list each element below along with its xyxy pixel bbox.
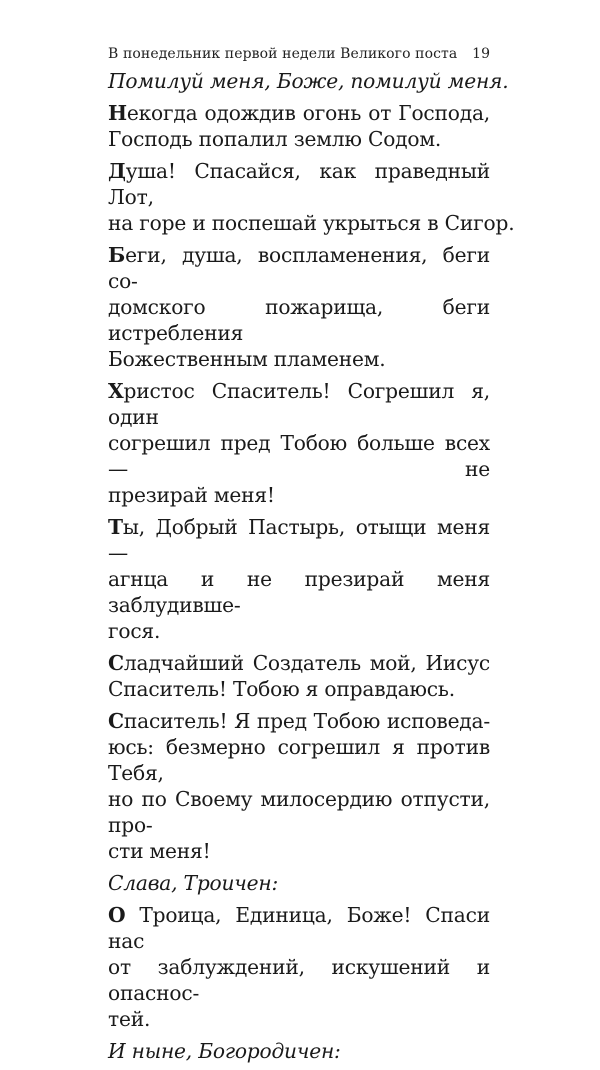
line-text: паситель! Я пред Тобою исповеда-	[123, 709, 490, 733]
troparion-paragraph	[108, 708, 490, 864]
line-text: И ныне, Богородичен:	[108, 1039, 341, 1063]
text-line	[108, 676, 490, 702]
troparion-paragraph	[108, 100, 490, 152]
line-text: от заблуждений, искушений и опаснос-	[108, 955, 490, 1005]
text-line	[108, 514, 490, 566]
text-line	[108, 1006, 490, 1032]
line-text: ристос Спаситель! Согрешил я, один	[108, 379, 490, 429]
troparion-paragraph	[108, 158, 515, 236]
line-text: агнца и не презирай меня заблудивше-	[108, 567, 490, 617]
line-text: Троица, Единица, Боже! Спаси нас	[108, 903, 490, 953]
text-line	[108, 902, 490, 954]
running-header	[108, 46, 490, 62]
initial-letter: Б	[108, 243, 126, 267]
text-line	[108, 618, 490, 644]
initial-letter: С	[108, 709, 124, 733]
text-line	[108, 346, 490, 372]
line-text: но по Своему милосердию отпусти, про-	[108, 787, 490, 837]
line-text: ладчайший Создатель мой, Иисус	[123, 651, 490, 675]
line-text: согрешил пред Тобою больше всех — не	[108, 431, 490, 481]
text-line	[108, 242, 490, 294]
initial-letter: Т	[108, 515, 123, 539]
text-line	[108, 430, 490, 482]
rubric	[108, 870, 490, 896]
page-number: 19	[472, 46, 490, 62]
text-line	[108, 1038, 490, 1064]
initial-letter: С	[108, 651, 124, 675]
text-line	[108, 294, 490, 346]
troparion-paragraph	[108, 378, 490, 508]
troparion-paragraph	[108, 514, 490, 644]
line-text: еги, душа, воспламенения, беги со-	[108, 243, 490, 293]
line-text: Слава, Троичен:	[108, 871, 279, 895]
line-text: Господь попалил землю Содом.	[108, 127, 442, 151]
line-text: презирай меня!	[108, 483, 275, 507]
prayer-text	[108, 68, 515, 1064]
text-line	[108, 708, 490, 734]
troparion-paragraph	[108, 242, 490, 372]
text-line	[108, 786, 490, 838]
text-line	[108, 566, 490, 618]
rubric	[108, 1038, 490, 1064]
initial-letter: Х	[108, 379, 124, 403]
initial-letter: О	[108, 903, 126, 927]
line-text: Помилуй меня, Боже, помилуй меня.	[108, 69, 509, 93]
text-line	[108, 650, 490, 676]
troparion-paragraph	[108, 902, 490, 1032]
text-line	[108, 126, 490, 152]
troparion-paragraph	[108, 650, 490, 702]
line-text: екогда одождив огонь от Господа,	[126, 101, 490, 125]
text-line	[108, 158, 490, 210]
text-line	[108, 482, 490, 508]
rubric	[108, 68, 509, 94]
text-line	[108, 838, 490, 864]
line-text: на горе и поспешай укрыться в Сигор.	[108, 211, 515, 235]
line-text: уша! Спасайся, как праведный Лот,	[108, 159, 490, 209]
line-text: гося.	[108, 619, 161, 643]
line-text: ы, Добрый Пастырь, отыщи меня —	[108, 515, 490, 565]
line-text: сти меня!	[108, 839, 211, 863]
line-text: Спаситель! Тобою я оправдаюсь.	[108, 677, 455, 701]
initial-letter: Д	[108, 159, 126, 183]
text-line	[108, 378, 490, 430]
running-title: В понедельник первой недели Великого поста	[108, 46, 458, 62]
initial-letter: Н	[108, 101, 127, 125]
text-line	[108, 68, 509, 94]
text-line	[108, 734, 490, 786]
line-text: тей.	[108, 1007, 151, 1031]
line-text: Божественным пламенем.	[108, 347, 386, 371]
text-line	[108, 210, 515, 236]
line-text: домского пожарища, беги истребления	[108, 295, 490, 345]
text-line	[108, 100, 490, 126]
text-line	[108, 870, 490, 896]
line-text: юсь: безмерно согрешил я против Тебя,	[108, 735, 490, 785]
text-line	[108, 954, 490, 1006]
book-page	[108, 46, 515, 1070]
